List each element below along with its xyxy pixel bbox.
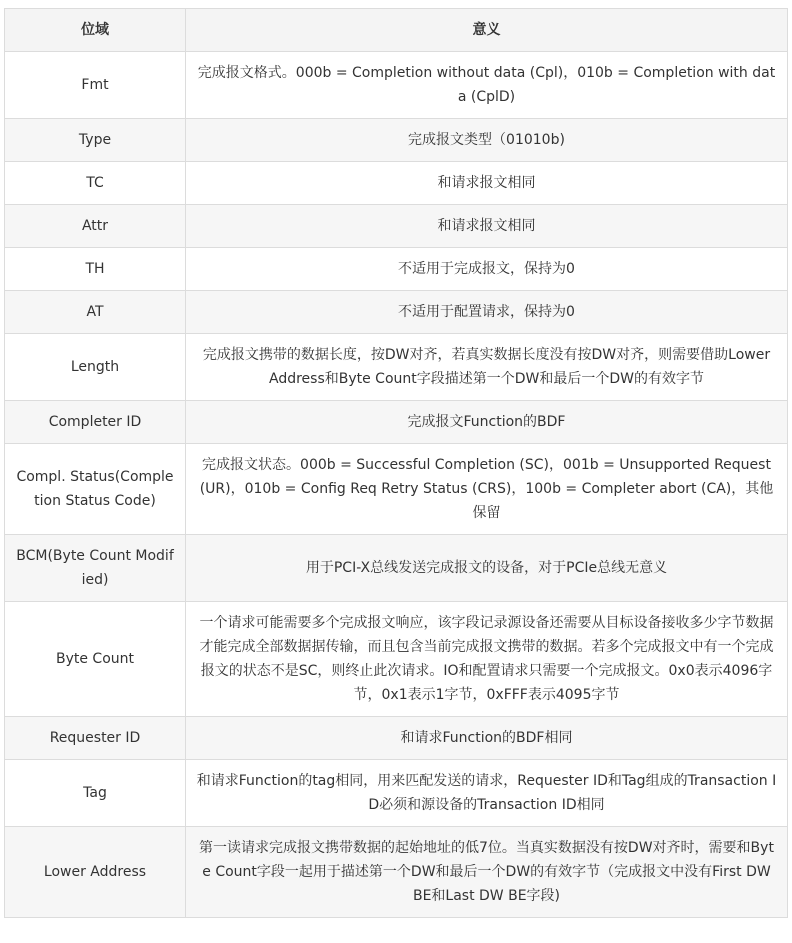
table-row [5, 162, 788, 205]
tlp-completion-fields-table-container [4, 8, 787, 918]
tlp-completion-fields-table [4, 8, 788, 918]
field-cell: Attr [5, 205, 186, 248]
meaning-cell: 第一读请求完成报文携带数据的起始地址的低7位。当真实数据没有按DW对齐时，需要和Byte Count字段一起用于描述第一个DW和最后一个DW的有效字节（完成报文中没有First DW BE和Last DW BE字段) [186, 827, 788, 918]
header-meaning: 意义 [186, 9, 788, 52]
field-cell: Lower Address [5, 827, 186, 918]
header-row [5, 9, 788, 52]
field-cell: Fmt [5, 52, 186, 119]
field-cell: Compl. Status(Completion Status Code) [5, 444, 186, 535]
meaning-cell: 用于PCI-X总线发送完成报文的设备，对于PCIe总线无意义 [186, 535, 788, 602]
table-row [5, 248, 788, 291]
table-row [5, 827, 788, 918]
meaning-cell: 和请求报文相同 [186, 162, 788, 205]
field-cell: Tag [5, 760, 186, 827]
meaning-cell: 完成报文携带的数据长度，按DW对齐，若真实数据长度没有按DW对齐，则需要借助Lower Address和Byte Count字段描述第一个DW和最后一个DW的有效字节 [186, 334, 788, 401]
meaning-cell: 完成报文格式。000b = Completion without data (Cpl)，010b = Completion with data (CplD) [186, 52, 788, 119]
table-row [5, 717, 788, 760]
table-row [5, 119, 788, 162]
table-header [5, 9, 788, 52]
table-row [5, 444, 788, 535]
table-row [5, 52, 788, 119]
meaning-cell: 完成报文状态。000b = Successful Completion (SC)，001b = Unsupported Request (UR)，010b = Config Req Retry Status (CRS)，100b = Completer abort (CA)，其他保留 [186, 444, 788, 535]
field-cell: Length [5, 334, 186, 401]
table-row [5, 602, 788, 717]
table-body [5, 52, 788, 918]
table-row [5, 760, 788, 827]
header-field: 位域 [5, 9, 186, 52]
field-cell: TH [5, 248, 186, 291]
field-cell: Completer ID [5, 401, 186, 444]
field-cell: BCM(Byte Count Modified) [5, 535, 186, 602]
meaning-cell: 和请求报文相同 [186, 205, 788, 248]
field-cell: TC [5, 162, 186, 205]
field-cell: AT [5, 291, 186, 334]
field-cell: Requester ID [5, 717, 186, 760]
meaning-cell: 完成报文类型（01010b) [186, 119, 788, 162]
table-row [5, 535, 788, 602]
table-row [5, 291, 788, 334]
meaning-cell: 不适用于配置请求，保持为0 [186, 291, 788, 334]
table-row [5, 334, 788, 401]
meaning-cell: 和请求Function的tag相同，用来匹配发送的请求，Requester ID和Tag组成的Transaction ID必须和源设备的Transaction ID相同 [186, 760, 788, 827]
field-cell: Type [5, 119, 186, 162]
meaning-cell: 和请求Function的BDF相同 [186, 717, 788, 760]
table-row [5, 401, 788, 444]
table-row [5, 205, 788, 248]
field-cell: Byte Count [5, 602, 186, 717]
meaning-cell: 一个请求可能需要多个完成报文响应，该字段记录源设备还需要从目标设备接收多少字节数据才能完成全部数据据传输，而且包含当前完成报文携带的数据。若多个完成报文中有一个完成报文的状态不是SC，则终止此次请求。IO和配置请求只需要一个完成报文。0x0表示4096字节，0x1表示1字节，0xFFF表示4095字节 [186, 602, 788, 717]
meaning-cell: 不适用于完成报文，保持为0 [186, 248, 788, 291]
meaning-cell: 完成报文Function的BDF [186, 401, 788, 444]
